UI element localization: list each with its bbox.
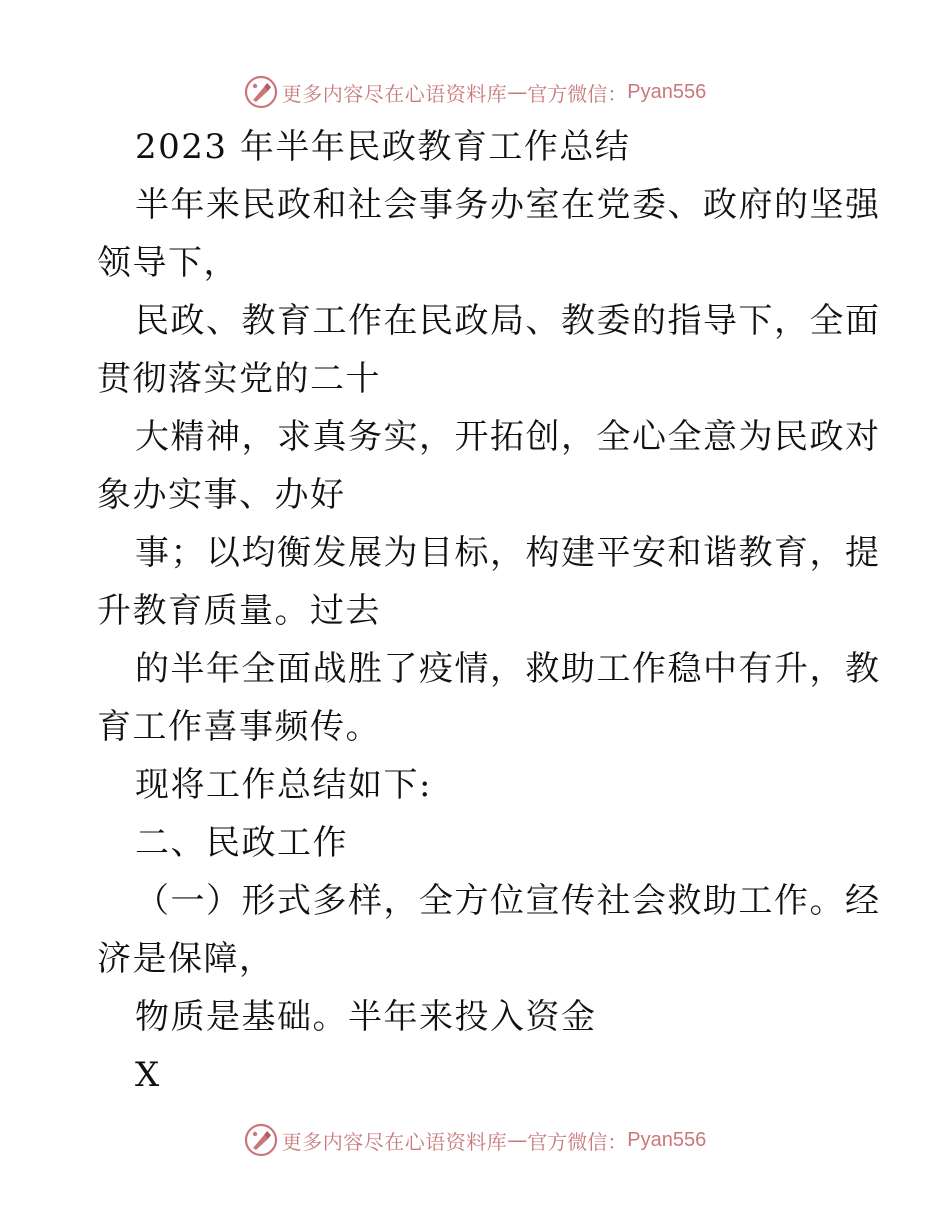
paragraph-line: 现将工作总结如下: (135, 765, 432, 805)
header-watermark (0, 70, 950, 114)
paragraph-line: 升教育质量。过去 (97, 591, 381, 631)
footer-watermark (0, 1118, 950, 1162)
paragraph-line: 济是保障， (97, 939, 275, 979)
paragraph-line: 民政、教育工作在民政局、教委的指导下，全面 (135, 301, 881, 341)
section-heading: 二、民政工作 (135, 823, 348, 863)
watermark-wechat-id: Pyan556 (627, 1128, 707, 1151)
pen-nib-logo-icon (244, 1123, 278, 1157)
document-body (97, 118, 881, 1104)
paragraph-line: 的半年全面战胜了疫情，救助工作稳中有升，教 (135, 649, 881, 689)
watermark-wechat-id: Pyan556 (627, 80, 707, 103)
paragraph-line: 大精神，求真务实，开拓创，全心全意为民政对 (135, 417, 881, 457)
paragraph-line: 育工作喜事频传。 (97, 707, 381, 747)
watermark-brand: 更多内容尽在心语资料库 (281, 1129, 508, 1154)
watermark-separator: — (507, 80, 528, 104)
watermark-contact-label: 官方微信： (527, 81, 628, 106)
document-title: 2023 年半年民政教育工作总结 (135, 127, 631, 167)
paragraph-line: 象办实事、办好 (97, 475, 346, 515)
paragraph-line: 贯彻落实党的二十 (97, 359, 381, 399)
subsection-heading: （一）形式多样，全方位宣传社会救助工作。经 (135, 881, 881, 921)
watermark-contact-label: 官方微信： (527, 1129, 628, 1154)
paragraph-line: 领导下， (97, 243, 239, 283)
paragraph-line: 事；以均衡发展为目标，构建平安和谐教育，提 (135, 533, 881, 573)
paragraph-line: 半年来民政和社会事务办室在党委、政府的坚强 (135, 185, 881, 225)
watermark-separator: — (507, 1128, 528, 1152)
pen-nib-logo-icon (244, 75, 278, 109)
paragraph-line: 物质是基础。半年来投入资金 (135, 997, 597, 1037)
paragraph-line: X (135, 1055, 161, 1095)
watermark-brand: 更多内容尽在心语资料库 (281, 81, 508, 106)
